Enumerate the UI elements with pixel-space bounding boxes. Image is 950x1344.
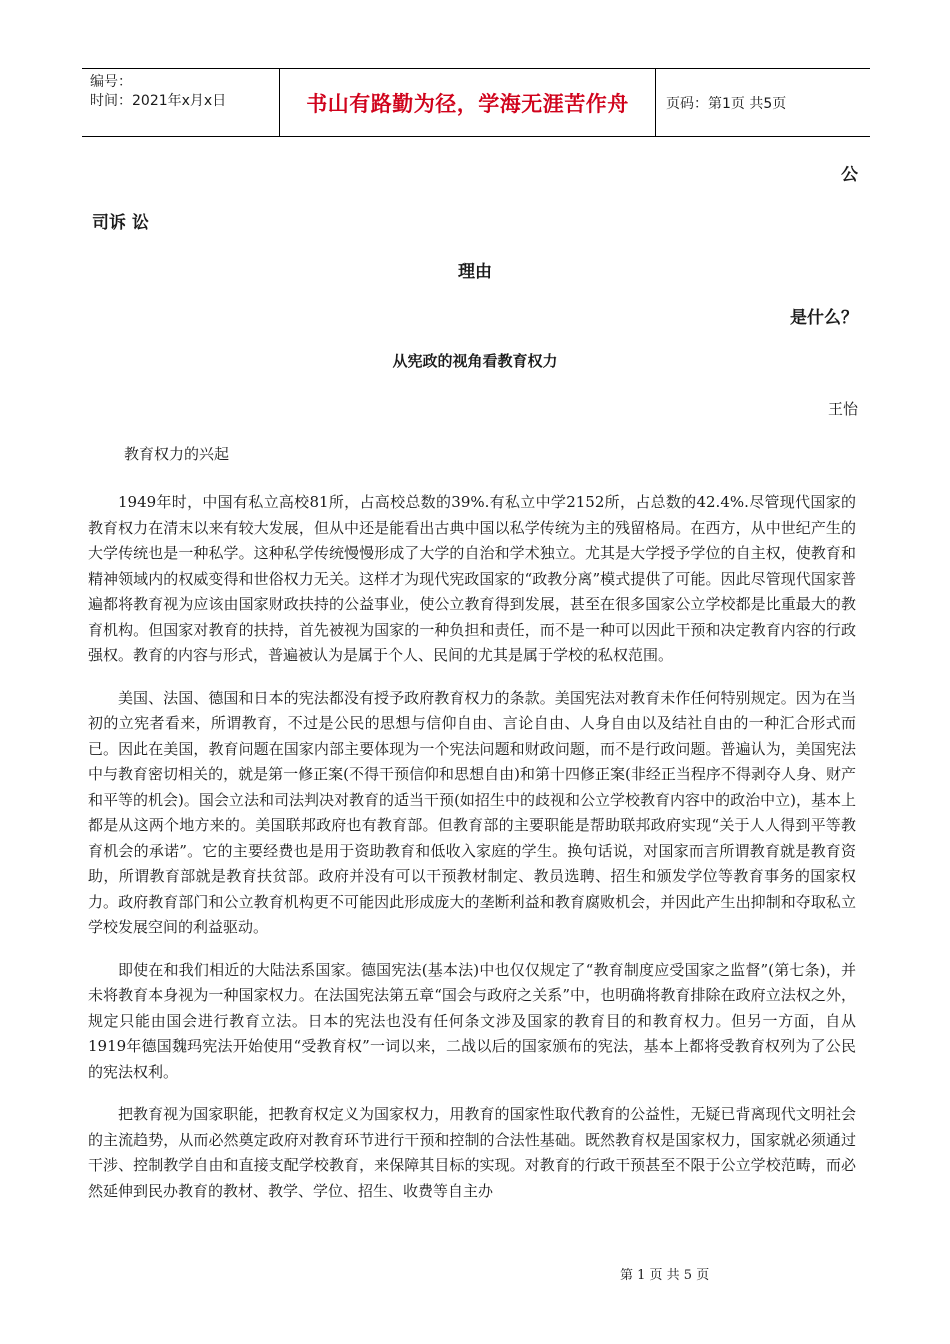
document-number-label: 编号： <box>90 74 132 90</box>
article-author: 王怡 <box>827 400 858 418</box>
title-part-3: 理由 <box>458 262 492 282</box>
article-body <box>88 490 856 1221</box>
body-paragraph: 美国、法国、德国和日本的宪法都没有授予政府教育权力的条款。美国宪法对教育未作任何特别规定。因为在当初的立宪者看来，所谓教育，不过是公民的思想与信仰自由、言论自由、人身自由以及结社自由的一种汇合形式而已。因此在美国，教育问题在国家内部主要体现为一个宪法问题和财政问题，而不是行政问题。普遍认为，美国宪法中与教育密切相关的，就是第一修正案(不得干预信仰和思想自由)和第十四修正案(非经正当程序不得剥夺人身、财产和平等的机会)。国会立法和司法判决对教育的适当干预(如招生中的歧视和公立学校教育内容中的政治中立)，基本上都是从这两个地方来的。美国联邦政府也有教育部。但教育部的主要职能是帮助联邦政府实现“关于人人得到平等教育机会的承诺”。它的主要经费也是用于资助教育和低收入家庭的学生。换句话说，对国家而言所谓教育就是教育资助，所谓教育部就是教育扶贫部。政府并没有可以干预教材制定、教员选聘、招生和颁发学位等教育事务的国家权力。政府教育部门和公立教育机构更不可能因此形成庞大的垄断利益和教育腐败机会，并因此产生出抑制和夺取私立学校发展空间的利益驱动。 <box>88 688 856 936</box>
title-part-2: 司诉 讼 <box>92 213 149 233</box>
body-paragraph: 1949年时，中国有私立高校81所，占高校总数的39%.有私立中学2152所，占总数的42.4%.尽管现代国家的教育权力在清末以来有较大发展，但从中还是能看出古典中国以私学传统为主的残留格局。在西方，从中世纪产生的大学传统也是一种私学。这种私学传统慢慢形成了大学的自治和学术独立。尤其是大学授予学位的自主权，使教育和精神领域内的权威变得和世俗权力无关。这样才为现代宪政国家的“政教分离”模式提供了可能。因此尽管现代国家普遍都将教育视为应该由国家财政扶持的公益事业，使公立教育得到发展，甚至在很多国家公立学校都是比重最大的教育机构。但国家对教育的扶持，首先被视为国家的一种负担和责任，而不是一种可以因此干预和决定教育内容的行政强权。教育的内容与形式，普遍被认为是属于个人、民间的尤其是属于学校的私权范围。 <box>88 493 856 664</box>
section-heading: 教育权力的兴起 <box>124 445 230 463</box>
header-page-label: 页码：第1页 共5页 <box>666 95 787 112</box>
body-paragraph: 即使在和我们相近的大陆法系国家。德国宪法(基本法)中也仅仅规定了“教育制度应受国家之监督”(第七条)，并未将教育本身视为一种国家权力。在法国宪法第五章“国会与政府之关系”中，也明确将教育排除在政府立法权之外，规定只能由国会进行教育立法。日本的宪法也没有任何条文涉及国家的教育目的和教育权力。但另一方面，自从1919年德国魏玛宪法开始使用“受教育权”一词以来，二战以后的国家颁布的宪法，基本上都将受教育权列为了公民的宪法权利。 <box>88 960 856 1081</box>
header-motto: 书山有路勤为径，学海无涯苦作舟 <box>280 69 656 136</box>
header-left-cell <box>82 69 280 136</box>
header-table <box>82 68 870 137</box>
article-subtitle: 从宪政的视角看教育权力 <box>392 352 558 370</box>
page-footer: 第 1 页 共 5 页 <box>620 1268 710 1283</box>
document-time-label: 时间：2021年x月x日 <box>90 93 227 109</box>
body-paragraph: 把教育视为国家职能，把教育权定义为国家权力，用教育的国家性取代教育的公益性，无疑已背离现代文明社会的主流趋势，从而必然奠定政府对教育环节进行干预和控制的合法性基础。既然教育权是国家权力，国家就必须通过干涉、控制教学自由和直接支配学校教育，来保障其目标的实现。对教育的行政干预甚至不限于公立学校范畴，而必然延伸到民办教育的教材、教学、学位、招生、收费等自主办 <box>88 1105 856 1200</box>
title-part-4: 是什么？ <box>790 308 858 328</box>
title-part-1: 公 <box>841 165 858 185</box>
